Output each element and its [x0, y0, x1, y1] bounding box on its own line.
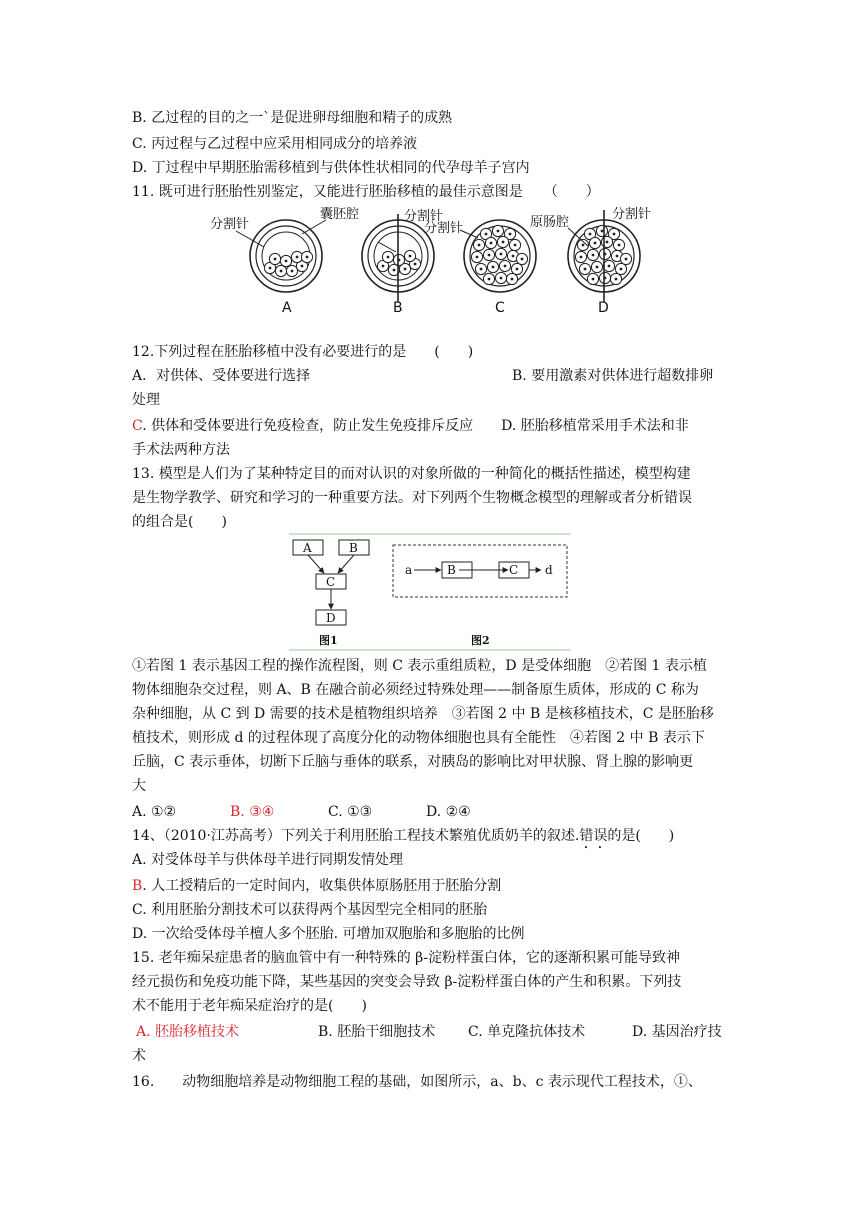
- q15-stem-line2: 经元损伤和免疫功能下降，某些基因的突变会导致 β-淀粉样蛋白体的产生和积累。下列技: [132, 974, 682, 990]
- q13-body-line3: 杂种细胞，从 C 到 D 需要的技术是植物组织培养 ③若图 2 中 B 是核移植技术，C 是胚胎移: [132, 706, 714, 722]
- fig1-caption: 图1: [319, 634, 338, 647]
- q14-option-b-letter: B: [132, 878, 143, 894]
- embryo-d-archenteron-label: 原肠腔: [530, 215, 570, 230]
- fig1-box-d: D: [326, 611, 336, 625]
- q14-stem-post: 的是( ): [607, 828, 675, 844]
- fig2-box-c: C: [509, 563, 519, 577]
- embryo-b-letter: B: [393, 300, 403, 316]
- model-figure-1: [293, 540, 369, 647]
- q13-option-d: D. ②④: [426, 804, 471, 820]
- embryo-a-letter: A: [282, 300, 292, 316]
- embryo-b-needle-label: 分割针: [404, 209, 444, 224]
- fig2-label-a: a: [405, 563, 413, 577]
- fig1-box-a: A: [303, 541, 312, 555]
- q13-body-line5: 丘脑，C 表示垂体，切断下丘脑与垂体的联系，对胰岛的影响比对甲状腺、肾上腺的影响更: [132, 754, 694, 770]
- embryo-a-needle-label: 分割针: [210, 217, 250, 232]
- q12-option-c-cont: 手术法两种方法: [132, 442, 230, 458]
- q15-option-c: C. 单克隆抗体技术: [468, 1024, 586, 1040]
- q12-option-c-text: . 供体和受体要进行免疫检查，防止发生免疫排斥反应 D. 胚胎移植常采用手术法和非: [142, 418, 689, 434]
- embryo-a: [210, 206, 359, 316]
- q13-option-c: C. ①③: [328, 804, 373, 820]
- q12-option-c-letter: C: [132, 418, 143, 434]
- embryo-c-letter: C: [495, 300, 505, 316]
- q16-stem: 16. 动物细胞培养是动物细胞工程的基础，如图所示，a、b、c 表示现代工程技术，①、: [132, 1074, 702, 1090]
- q15-option-d-cont: 术: [132, 1048, 146, 1064]
- q15-option-d: D. 基因治疗技: [632, 1024, 722, 1040]
- q12-option-c: [132, 416, 689, 436]
- q15-stem-line1: 15. 老年痴呆症患者的脑血管中有一种特殊的 β-淀粉样蛋白体，它的逐渐积累可能导致神: [132, 950, 680, 966]
- q14-option-a: A. 对受体母羊与供体母羊进行同期发情处理: [132, 852, 404, 868]
- q12-option-b: B. 要用激素对供体进行超数排卵: [512, 368, 714, 384]
- embryo-c-needle-label: 分割针: [424, 221, 464, 236]
- q14-option-c: C. 利用胚胎分割技术可以获得两个基因型完全相同的胚胎: [132, 902, 488, 918]
- embryo-c: [424, 220, 536, 316]
- q14-stem-emphasis: 错误: [579, 828, 608, 844]
- q10-option-c: C. 丙过程与乙过程中应采用相同成分的培养液: [132, 136, 418, 152]
- q13-stem-line2: 是生物学教学、研究和学习的一种重要方法。对下列两个生物概念模型的理解或者分析错误: [132, 490, 692, 506]
- q13-option-b: B. ③④: [230, 804, 275, 820]
- q14-stem-pre: 14、（2010·江苏高考）下列关于利用胚胎工程技术繁殖优质奶羊的叙述.: [132, 828, 580, 844]
- fig1-box-c: C: [326, 575, 336, 589]
- fig2-box-b: B: [447, 563, 456, 577]
- q13-stem-line1: 13. 模型是人们为了某种特定目的而对认识的对象所做的一种简化的概括性描述，模型构建: [132, 466, 691, 482]
- q14-option-b: [132, 876, 501, 896]
- q10-option-b: B. 乙过程的目的之一`是促进卵母细胞和精子的成熟: [132, 110, 453, 126]
- model-figure-2: [393, 545, 567, 647]
- q14-option-b-text: . 人工授精后的一定时间内，收集供体原肠胚用于胚胎分割: [142, 878, 502, 894]
- embryo-d: [530, 206, 651, 316]
- q13-option-a: A. ①②: [132, 804, 177, 820]
- q13-body-line6: 大: [132, 778, 146, 794]
- embryo-a-blastocoel-label: 囊胚腔: [320, 207, 360, 222]
- q11-stem: 11. 既可进行胚胎性别鉴定，又能进行胚胎移植的最佳示意图是 （ ）: [132, 184, 600, 200]
- q15-option-b: B. 胚胎干细胞技术: [318, 1024, 436, 1040]
- q13-stem-line3: 的组合是( ): [132, 514, 227, 530]
- q13-body-line4: 植技术，则形成 d 的过程体现了高度分化的动物体细胞也具有全能性 ④若图 2 中 B 表示下: [132, 730, 705, 746]
- q10-option-d: D. 丁过程中早期胚胎需移植到与供体性状相同的代孕母羊子宫内: [132, 160, 530, 176]
- q13-model-figure: [289, 533, 571, 651]
- q11-embryo-figure: [208, 204, 668, 316]
- embryo-d-needle-label: 分割针: [612, 207, 652, 222]
- q14-stem: [132, 826, 674, 852]
- q13-body-line1: ①若图 1 表示基因工程的操作流程图，则 C 表示重组质粒，D 是受体细胞 ②若图 1 表示植: [132, 658, 707, 674]
- q14-option-d: D. 一次给受体母羊檀人多个胚胎. 可增加双胞胎和多胞胎的比例: [132, 926, 525, 942]
- fig1-box-b: B: [349, 541, 358, 555]
- embryo-d-letter: D: [598, 300, 609, 316]
- q12-stem: 12.下列过程在胚胎移植中没有必要进行的是 ( ): [132, 344, 474, 360]
- q12-option-a: A．对供体、受体要进行选择: [132, 368, 311, 384]
- q12-option-b-cont: 处理: [132, 392, 160, 408]
- fig2-caption: 图2: [471, 634, 490, 647]
- q15-option-a: A. 胚胎移植技术: [136, 1024, 240, 1040]
- fig2-label-d: d: [545, 563, 553, 577]
- q13-body-line2: 物体细胞杂交过程，则 A、B 在融合前必须经过特殊处理——制备原生质体，形成的 C 称为: [132, 682, 699, 698]
- q15-stem-line3: 术不能用于老年痴呆症治疗的是( ): [132, 998, 367, 1014]
